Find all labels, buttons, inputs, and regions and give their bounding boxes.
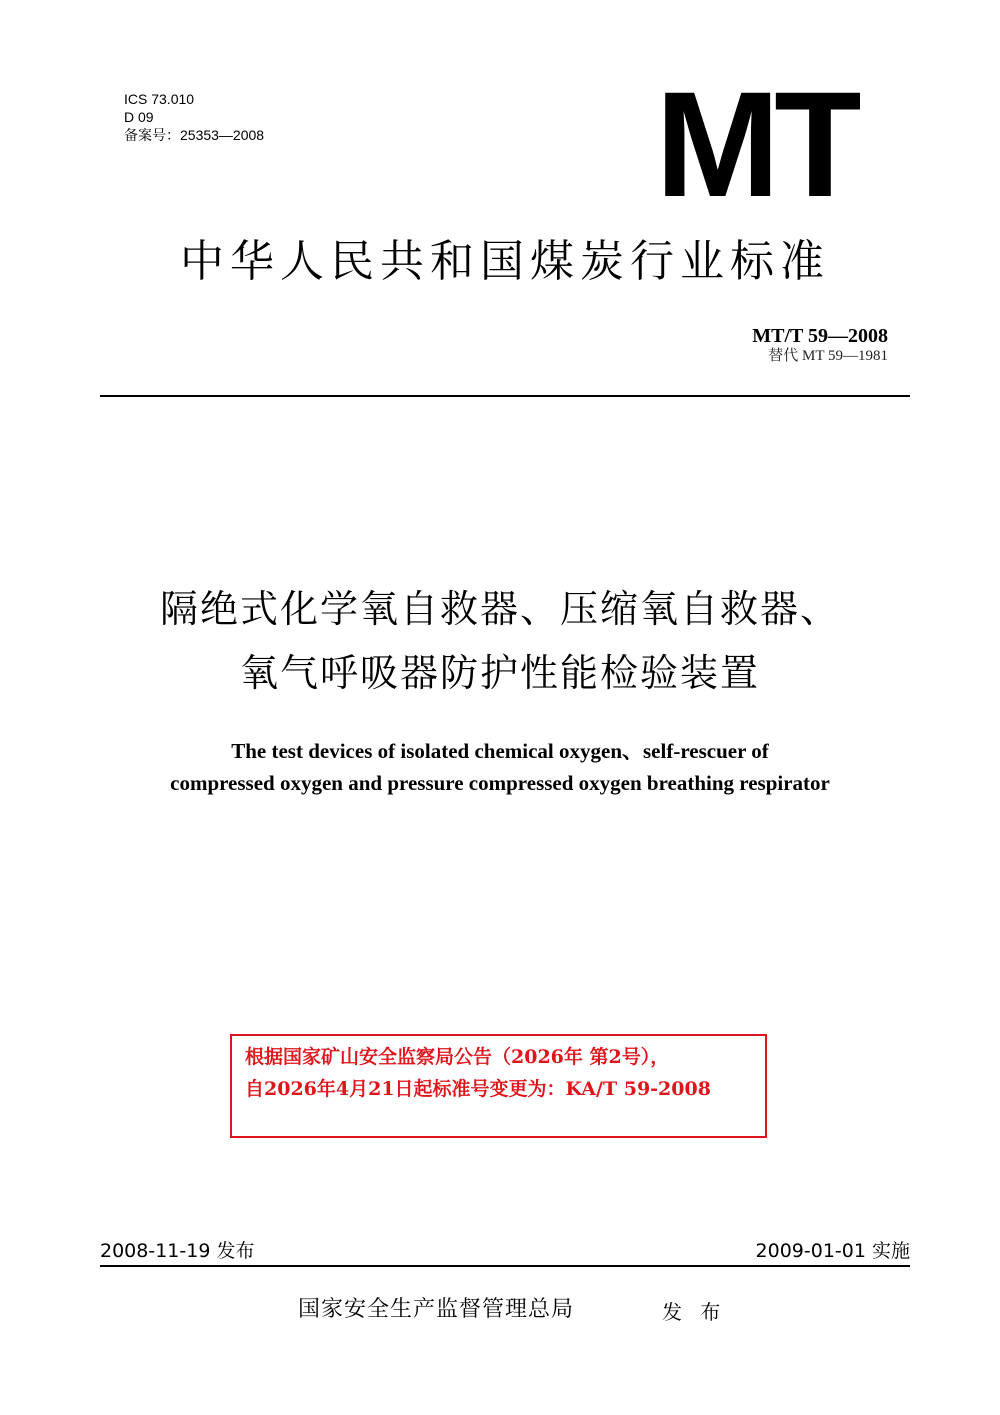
notice-line1: 根据国家矿山安全监察局公告（2026年 第2号）， <box>245 1046 670 1068</box>
standard-number: MT/T 59—2008 <box>752 325 888 347</box>
header-divider <box>100 395 910 397</box>
issue-date: 2008-11-19 发布 <box>100 1240 255 1262</box>
title-cn-line2: 氧气呼吸器防护性能检验装置 <box>239 651 760 695</box>
footer-divider <box>100 1265 910 1267</box>
mt-logo: MT <box>655 82 860 207</box>
title-en-line1: The test devices of isolated chemical oxygen、self-rescuer of <box>231 739 769 763</box>
title-cn-line1: 隔绝式化学氧自救器、压缩氧自救器、 <box>159 587 840 631</box>
replaced-standard: 替代 MT 59—1981 <box>768 348 888 364</box>
ics-code: ICS 73.010 <box>124 91 195 107</box>
title-en-line2: compressed oxygen and pressure compressed oxygen breathing respirator <box>170 771 830 795</box>
industry-standard-title: 中华人民共和国煤炭行业标准 <box>180 236 830 287</box>
issuing-authority: 国家安全生产监督管理总局 <box>298 1297 575 1322</box>
effective-date: 2009-01-01 实施 <box>755 1240 910 1262</box>
ccs-code: D 09 <box>124 109 154 125</box>
filing-number: 备案号：25353—2008 <box>124 127 265 143</box>
issue-action: 发 布 <box>662 1300 727 1324</box>
notice-line2: 自2026年4月21日起标准号变更为：KA/T 59-2008 <box>245 1078 711 1100</box>
